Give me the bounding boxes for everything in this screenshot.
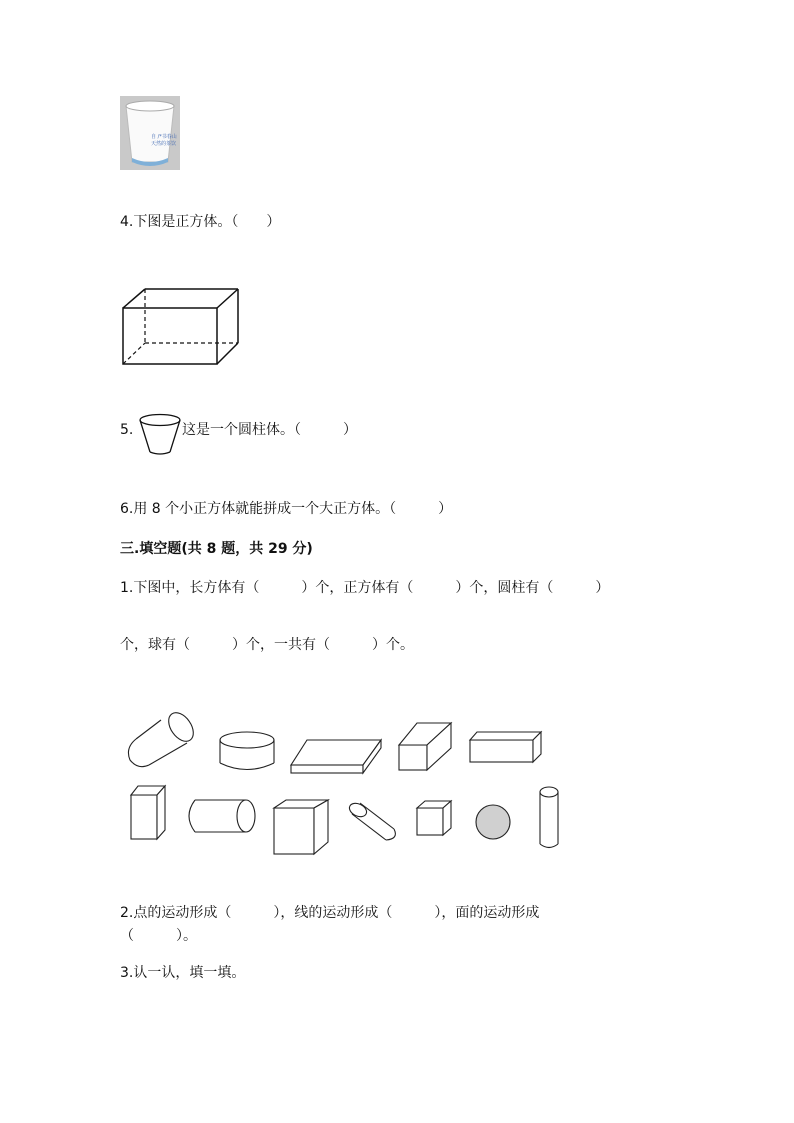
fill-question-3: 3.认一认，填一填。 xyxy=(120,965,246,981)
question-6: 6.用 8 个小正方体就能拼成一个大正方体。（ ） xyxy=(120,501,453,517)
fill-question-2-line-2: （ ）。 xyxy=(120,928,197,944)
cup-shape-icon xyxy=(138,412,184,456)
horizontal-cylinder xyxy=(189,800,255,832)
tilted-cylinder xyxy=(128,708,198,767)
cuboid-1 xyxy=(399,723,451,770)
cuboid-2 xyxy=(470,732,541,762)
cup-print-line-1: 自 /*书春山 xyxy=(151,134,177,140)
paper-cup-photo xyxy=(120,96,180,170)
question-5-text: 这是一个圆柱体。（ ） xyxy=(182,422,357,438)
fill-question-1-line-2: 个，球有（ ）个，一共有（ ）个。 xyxy=(120,637,414,653)
short-cylinder xyxy=(220,732,274,770)
section-3-heading: 三.填空题(共 8 题，共 29 分) xyxy=(120,541,313,557)
cup-print-line-2: 天然的茶饮 xyxy=(151,141,177,147)
thin-cylinder xyxy=(347,801,395,840)
flat-slab xyxy=(291,740,381,773)
cup-image xyxy=(120,96,180,170)
cube-small xyxy=(417,801,451,835)
question-5-number: 5. xyxy=(120,422,134,438)
tall-cuboid xyxy=(131,786,165,839)
cube-large xyxy=(274,800,328,854)
fill-question-1-line-1: 1.下图中，长方体有（ ）个，正方体有（ ）个，圆柱有（ ） xyxy=(120,580,610,596)
solids-figure xyxy=(125,708,565,860)
tall-thin-cylinder xyxy=(540,787,558,848)
fill-question-2-line-1: 2.点的运动形成（ ），线的运动形成（ ），面的运动形成 xyxy=(120,905,540,921)
question-4: 4.下图是正方体。（ ） xyxy=(120,214,281,230)
sphere xyxy=(476,805,510,839)
cuboid-figure xyxy=(120,286,244,368)
